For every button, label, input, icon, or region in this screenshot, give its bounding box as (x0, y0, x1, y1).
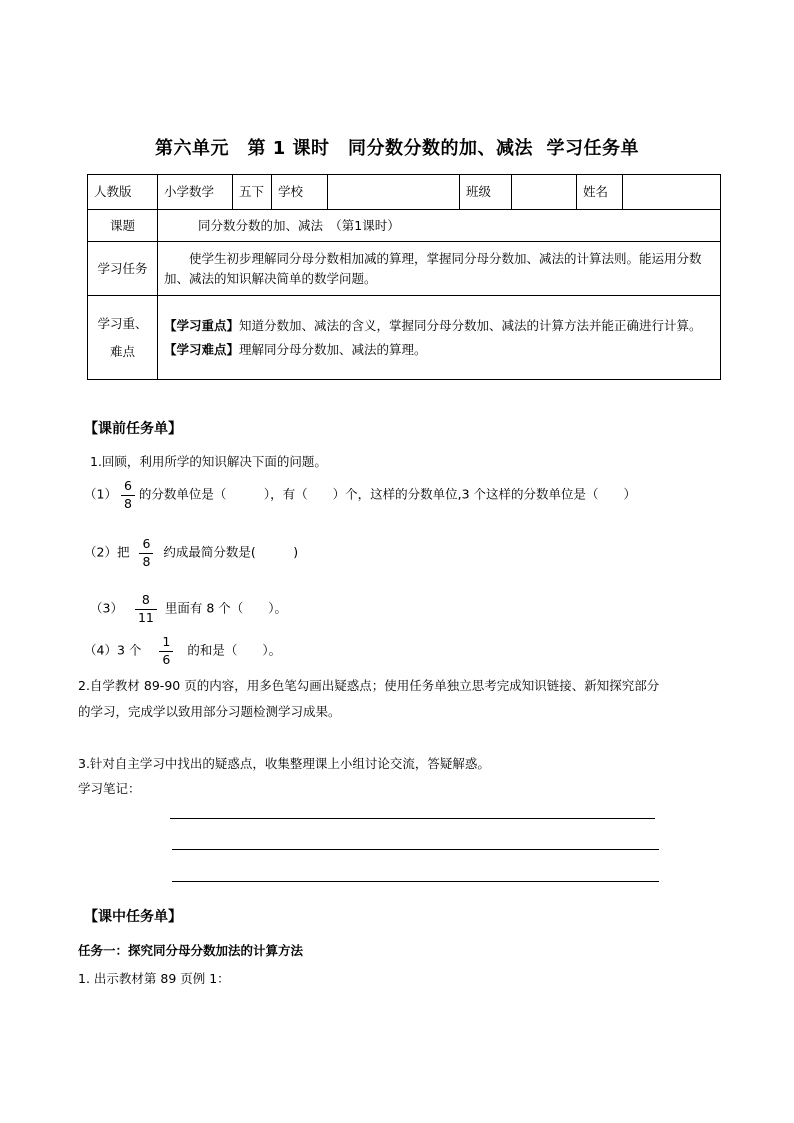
focus-diff-tag: 【学习难点】 (164, 341, 240, 357)
topic-label: 课题 (88, 210, 158, 242)
q1-prefix: （1） (84, 486, 117, 502)
school-label: 学校 (272, 175, 328, 210)
q3-text: 里面有 8 个（ ）。 (164, 600, 288, 616)
publisher-cell: 人教版 (88, 175, 158, 210)
notes-line-2[interactable] (172, 849, 659, 850)
q2-prefix: （2）把 (84, 544, 130, 560)
focus-label-line1: 学习重、 (97, 316, 148, 332)
fraction-numerator: 8 (135, 594, 157, 610)
question-3 (90, 594, 287, 624)
pre-task-item-2-line-2: 的学习，完成学以致用部分习题检测学习成果。 (78, 704, 341, 719)
question-1 (84, 480, 636, 510)
pre-task-heading: 【课前任务单】 (84, 421, 182, 437)
task-label: 学习任务 (88, 242, 158, 296)
info-row-task (88, 242, 721, 296)
notes-line-1[interactable] (170, 818, 655, 819)
task-value: 使学生初步理解同分母分数相加减的算理，掌握同分母分数加、减法的计算法则。能运用分数加、减法的知识解决简单的数学问题。 (158, 242, 721, 296)
grade-cell: 五下 (233, 175, 272, 210)
q4-prefix: （4）3 个 (84, 642, 142, 658)
fraction-numerator: 1 (159, 636, 173, 652)
class-label: 班级 (460, 175, 512, 210)
focus-difficult-point (164, 340, 714, 359)
fraction-denominator: 11 (137, 609, 154, 625)
topic-value: 同分数分数的加、减法 （第1课时） (158, 210, 721, 242)
focus-key-tag: 【学习重点】 (164, 318, 240, 334)
fraction-denominator: 8 (142, 553, 151, 569)
notes-line-3[interactable] (172, 881, 659, 882)
question-4 (84, 636, 281, 666)
fraction-numerator: 6 (139, 538, 153, 554)
fraction-6-8 (139, 538, 153, 568)
fraction-6-8 (121, 480, 135, 510)
task-1-title: 任务一：探究同分母分数加法的计算方法 (78, 943, 304, 958)
fraction-denominator: 8 (123, 495, 132, 511)
fraction-denominator: 6 (162, 651, 171, 667)
in-class-heading: 【课中任务单】 (84, 909, 182, 925)
q2-text: 约成最简分数是( ) (163, 544, 299, 560)
pre-task-item-3: 3.针对自主学习中找出的疑惑点，收集整理课上小组讨论交流，答疑解惑。 (78, 756, 490, 771)
subject-cell: 小学数学 (158, 175, 233, 210)
question-2 (84, 538, 298, 568)
info-row-header (88, 175, 721, 210)
focus-label (88, 296, 158, 380)
info-row-topic (88, 210, 721, 242)
focus-value (158, 296, 721, 380)
q3-prefix: （3） (90, 600, 123, 616)
task-1-item-1: 1. 出示教材第 89 页例 1： (78, 971, 230, 986)
page-title: 第六单元 第 1 课时 同分数分数的加、减法 学习任务单 (154, 138, 640, 159)
fraction-8-11 (135, 594, 157, 624)
name-label: 姓名 (577, 175, 623, 210)
school-field[interactable] (328, 175, 460, 210)
name-field[interactable] (623, 175, 721, 210)
pre-task-item-2-line-1: 2.自学教材 89-90 页的内容，用多色笔勾画出疑惑点；使用任务单独立思考完成知识链接、新知探究部分 (78, 678, 660, 693)
fraction-numerator: 6 (121, 480, 135, 496)
info-table (87, 174, 721, 380)
q4-text: 的和是（ ）。 (187, 642, 282, 658)
info-row-focus (88, 296, 721, 380)
class-field[interactable] (512, 175, 577, 210)
focus-key-text: 知道分数加、减法的含义，掌握同分母分数加、减法的计算方法并能正确进行计算。 (239, 318, 702, 334)
focus-diff-text: 理解同分母分数加、减法的算理。 (239, 341, 427, 357)
fraction-1-6 (159, 636, 173, 666)
notes-label: 学习笔记： (78, 781, 141, 796)
q1-text: 的分数单位是（ ），有（ ）个，这样的分数单位,3 个这样的分数单位是（ ） (138, 486, 637, 502)
pre-task-item-1: 1.回顾，利用所学的知识解决下面的问题。 (90, 454, 327, 469)
focus-key-point (164, 316, 714, 335)
focus-label-line2: 难点 (109, 343, 135, 359)
